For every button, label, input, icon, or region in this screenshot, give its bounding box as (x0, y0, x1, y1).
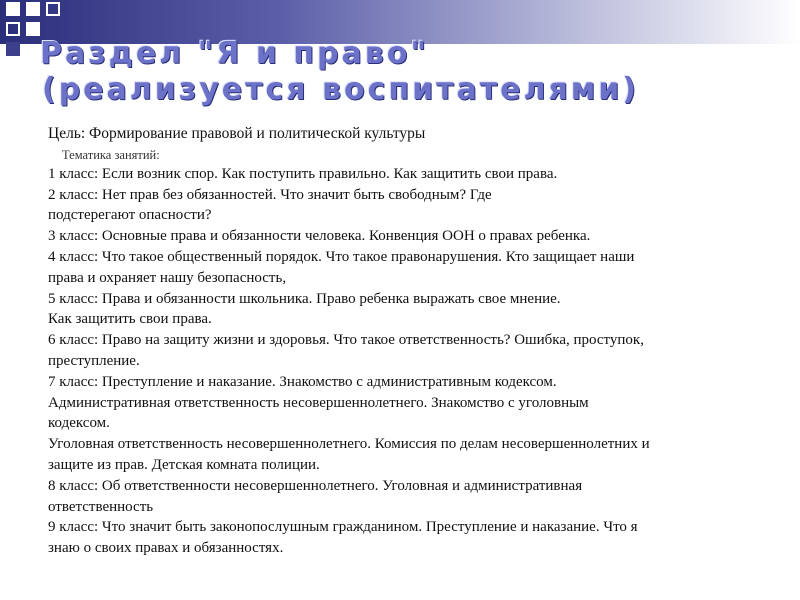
list-item: преступление. (48, 352, 140, 369)
title-line-1: Раздел "Я и право" (40, 36, 429, 71)
list-item: ответственность (48, 498, 154, 515)
list-item: 8 класс: Об ответственности несовершеннолетнего. Уголовная и административная (48, 477, 583, 494)
square-decoration (6, 22, 20, 36)
list-item: Уголовная ответственность несовершеннолетнего. Комиссия по делам несовершеннолетних и (48, 436, 650, 453)
list-item: права и охраняет нашу безопасность, (48, 269, 287, 286)
list-item: 6 класс: Право на защиту жизни и здоровья. Что такое ответственность? Ошибка, проступок, (48, 332, 644, 349)
square-decoration (6, 2, 20, 16)
list-item: Административная ответственность несовершеннолетнего. Знакомство с уголовным (48, 394, 589, 411)
list-item: кодексом. (48, 415, 110, 432)
square-decoration (6, 42, 20, 56)
list-item: 2 класс: Нет прав без обязанностей. Что значит быть свободным? Где (48, 186, 492, 203)
goal-text: Цель: Формирование правовой и политической культуры (48, 125, 426, 142)
square-decoration (26, 2, 40, 16)
title-line-2: (реализуется воспитателями) (42, 72, 639, 107)
list-item: знаю о своих правах и обязанностях. (48, 540, 284, 557)
list-item: 4 класс: Что такое общественный порядок. Что такое правонарушения. Кто защищает наши (48, 248, 635, 265)
slide-body (48, 124, 778, 559)
list-item: защите из прав. Детская комната полиции. (48, 456, 320, 473)
topics-list (48, 164, 778, 559)
list-item: Как защитить свои права. (48, 311, 212, 328)
list-item: 3 класс: Основные права и обязанности человека. Конвенция ООН о правах ребенка. (48, 228, 591, 245)
subheading: Тематика занятий: (62, 147, 160, 162)
list-item: подстерегают опасности? (48, 207, 212, 224)
square-decoration (26, 22, 40, 36)
list-item: 9 класс: Что значит быть законопослушным гражданином. Преступление и наказание. Что я (48, 519, 638, 536)
list-item: 5 класс: Права и обязанности школьника. Право ребенка выражать свое мнение. (48, 290, 561, 307)
list-item: 1 класс: Если возник спор. Как поступить правильно. Как защитить свои права. (48, 165, 558, 182)
square-decoration (46, 2, 60, 16)
list-item: 7 класс: Преступление и наказание. Знакомство с административным кодексом. (48, 373, 557, 390)
slide-title (40, 36, 780, 108)
